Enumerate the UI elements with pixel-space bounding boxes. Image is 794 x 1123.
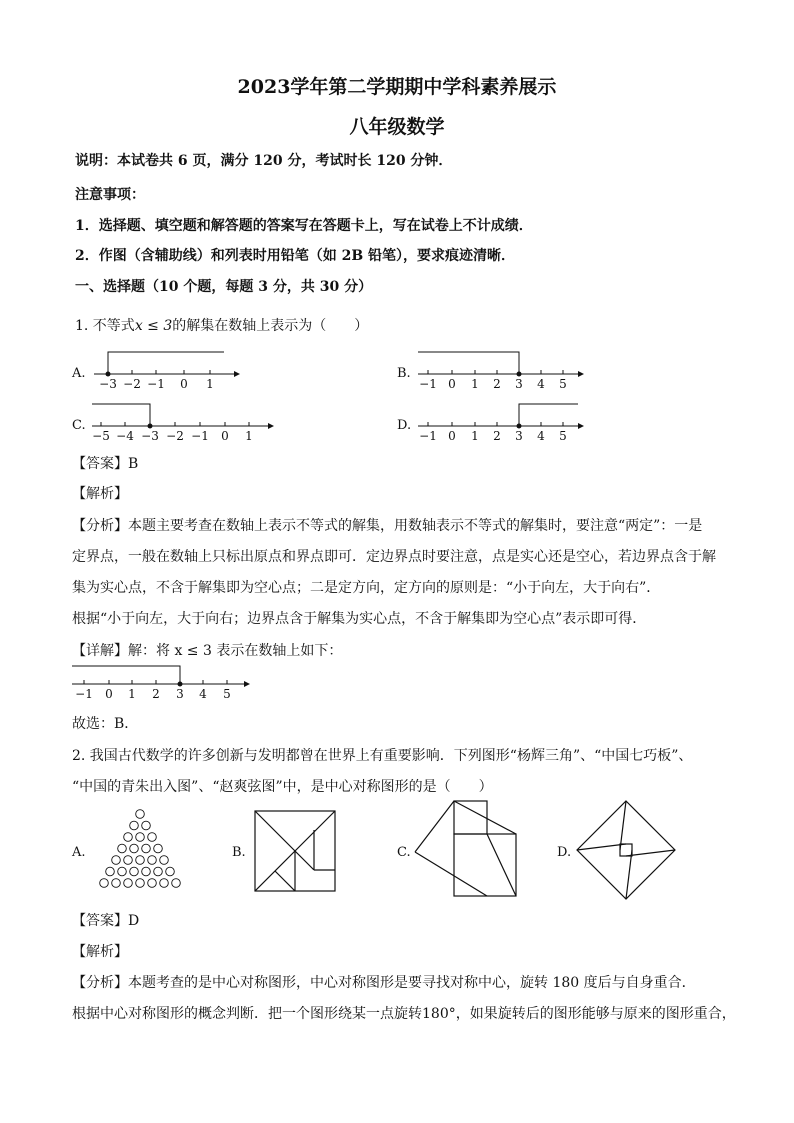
axis-arrow <box>234 371 240 377</box>
solution-bracket <box>72 666 180 684</box>
triangle-dot <box>100 879 109 888</box>
tick-label: 1 <box>206 377 214 391</box>
q1-analysis-line-2: 定界点，一般在数轴上只标出原点和界点即可．定边界点时要注意，点是实心还是空心，若边界点含于解 <box>72 549 716 565</box>
tick-label: 5 <box>223 687 231 701</box>
tick-label: 1 <box>471 429 479 443</box>
q2-option-a-yanghui-triangle <box>90 808 190 893</box>
tick-label: −1 <box>419 429 437 443</box>
page-title: 2023学年第二学期期中学科素养展示 <box>237 76 557 98</box>
boundary-point <box>106 372 111 377</box>
notice-item-2: 2．作图（含辅助线）和列表时用铅笔（如 2B 铅笔），要求痕迹清晰． <box>75 248 516 264</box>
triangle-dot <box>130 867 139 876</box>
triangle-dot <box>124 856 133 865</box>
axis-arrow <box>268 423 274 429</box>
tick-label: 1 <box>471 377 479 391</box>
q2-stem-line-1: 2. 我国古代数学的许多创新与发明都曾在世界上有重要影响．下列图形“杨辉三角”、“中国七巧板”、 <box>72 748 693 764</box>
tick-label: 1 <box>128 687 136 701</box>
tick-label: −3 <box>99 377 117 391</box>
q1-option-d-number-line <box>418 397 593 442</box>
tick-label: −3 <box>141 429 159 443</box>
axis-arrow <box>244 681 250 687</box>
q1-stem-suffix: 的解集在数轴上表示为（ ） <box>172 318 369 334</box>
q2-option-b-label: B. <box>232 845 246 860</box>
tick-label: 0 <box>448 377 456 391</box>
triangle-dot <box>106 867 115 876</box>
tick-label: 2 <box>493 377 501 391</box>
q2-analysis-line-1: 【分析】本题考查的是中心对称图形，中心对称图形是要寻找对称中心，旋转 180 度后与自身重合． <box>72 975 696 991</box>
q2-option-d-label: D. <box>557 845 572 860</box>
q2-option-d-zhaoshuang-figure <box>576 800 676 900</box>
boundary-point <box>148 424 153 429</box>
q1-detail: 【详解】解：将 x ≤ 3 表示在数轴上如下： <box>72 643 343 659</box>
tick-label: 3 <box>515 429 523 443</box>
q1-option-a-label: A. <box>72 366 86 381</box>
triangle-dot <box>142 844 151 853</box>
tick-label: 0 <box>180 377 188 391</box>
q1-conclusion: 故选：B． <box>72 716 139 732</box>
solution-bracket <box>519 404 578 426</box>
notice-item-1: 1．选择题、填空题和解答题的答案写在答题卡上，写在试卷上不计成绩． <box>75 218 533 234</box>
tick-label: −1 <box>75 687 93 701</box>
q1-answer: 【答案】B <box>72 456 139 472</box>
triangle-dot <box>130 844 139 853</box>
tick-label: 4 <box>537 429 545 443</box>
tick-label: 4 <box>537 377 545 391</box>
q1-stem-math: x ≤ 3 <box>134 318 173 334</box>
q2-option-c-label: C. <box>397 845 411 860</box>
q2-answer: 【答案】D <box>72 913 140 929</box>
q1-option-b-label: B. <box>397 366 411 381</box>
q1-option-b-number-line <box>418 345 593 390</box>
triangle-dot <box>142 821 151 830</box>
triangle-dot <box>130 821 139 830</box>
q2-option-b-tangram <box>254 810 336 892</box>
triangle-dot <box>148 856 157 865</box>
triangle-dot <box>172 879 181 888</box>
tick-label: −1 <box>419 377 437 391</box>
triangle-dot <box>136 879 145 888</box>
q1-option-c-number-line <box>92 397 282 442</box>
triangle-dot <box>160 879 169 888</box>
tick-label: −1 <box>191 429 209 443</box>
tick-label: 3 <box>515 377 523 391</box>
triangle-dot <box>118 844 127 853</box>
notice-heading: 注意事项： <box>75 187 145 203</box>
q2-option-c-qingzhu-figure <box>414 800 526 900</box>
tick-label: 0 <box>448 429 456 443</box>
q2-option-a-label: A. <box>72 845 86 860</box>
page-subtitle: 八年级数学 <box>349 116 445 138</box>
tick-label: −2 <box>166 429 184 443</box>
boundary-point <box>178 682 183 687</box>
q1-option-a-number-line <box>94 345 244 390</box>
tick-label: 5 <box>559 377 567 391</box>
q1-detail-number-line <box>72 662 257 707</box>
triangle-dot <box>166 867 175 876</box>
triangle-dot <box>112 879 121 888</box>
triangle-dot <box>160 856 169 865</box>
tick-label: 2 <box>152 687 160 701</box>
triangle-dot <box>112 856 121 865</box>
triangle-dot <box>148 879 157 888</box>
q1-analysis-line-4: 根据“小于向左，大于向右；边界点含于解集为实心点，不含于解集即为空心点”表示即可得． <box>72 611 647 627</box>
tick-label: 3 <box>176 687 184 701</box>
triangle-dot <box>154 844 163 853</box>
tick-label: 4 <box>199 687 207 701</box>
triangle-dot <box>148 833 157 842</box>
q1-option-c-label: C. <box>72 418 86 433</box>
tick-label: 0 <box>105 687 113 701</box>
tick-label: −5 <box>92 429 110 443</box>
solution-bracket <box>418 352 519 374</box>
triangle-dot <box>154 867 163 876</box>
tick-label: −2 <box>123 377 141 391</box>
tick-label: −1 <box>147 377 165 391</box>
q1-analysis-line-1: 【分析】本题主要考查在数轴上表示不等式的解集，用数轴表示不等式的解集时，要注意“两定”：一是 <box>72 518 703 534</box>
boundary-point <box>517 424 522 429</box>
tick-label: 1 <box>245 429 253 443</box>
axis-arrow <box>578 371 584 377</box>
q2-analysis-line-2: 根据中心对称图形的概念判断．把一个图形绕某一点旋转180°，如果旋转后的图形能够与原来的图形重合， <box>72 1006 736 1022</box>
tick-label: 2 <box>493 429 501 443</box>
tick-label: 5 <box>559 429 567 443</box>
q1-option-d-label: D. <box>397 418 412 433</box>
triangle-dot <box>136 833 145 842</box>
axis-arrow <box>578 423 584 429</box>
tick-label: 0 <box>221 429 229 443</box>
q1-stem-prefix: 1. 不等式 <box>75 318 135 334</box>
section-heading: 一、选择题（10 个题，每题 3 分，共 30 分） <box>75 279 373 295</box>
triangle-dot <box>136 810 145 819</box>
q1-analysis-heading: 【解析】 <box>72 486 128 502</box>
exam-note: 说明：本试卷共 6 页，满分 120 分，考试时长 120 分钟． <box>75 153 453 169</box>
q1-analysis-line-3: 集为实心点，不含于解集即为空心点；二是定方向，定方向的原则是：“小于向左，大于向右”． <box>72 580 661 596</box>
q1-stem <box>75 315 368 335</box>
q2-stem-line-2: “中国的青朱出入图”、“赵爽弦图”中，是中心对称图形的是（ ） <box>72 779 493 795</box>
triangle-dot <box>124 833 133 842</box>
solution-bracket <box>108 352 224 374</box>
tick-label: −4 <box>116 429 134 443</box>
triangle-dot <box>136 856 145 865</box>
boundary-point <box>517 372 522 377</box>
q2-analysis-heading: 【解析】 <box>72 944 128 960</box>
triangle-dot <box>142 867 151 876</box>
triangle-dot <box>118 867 127 876</box>
triangle-dot <box>124 879 133 888</box>
